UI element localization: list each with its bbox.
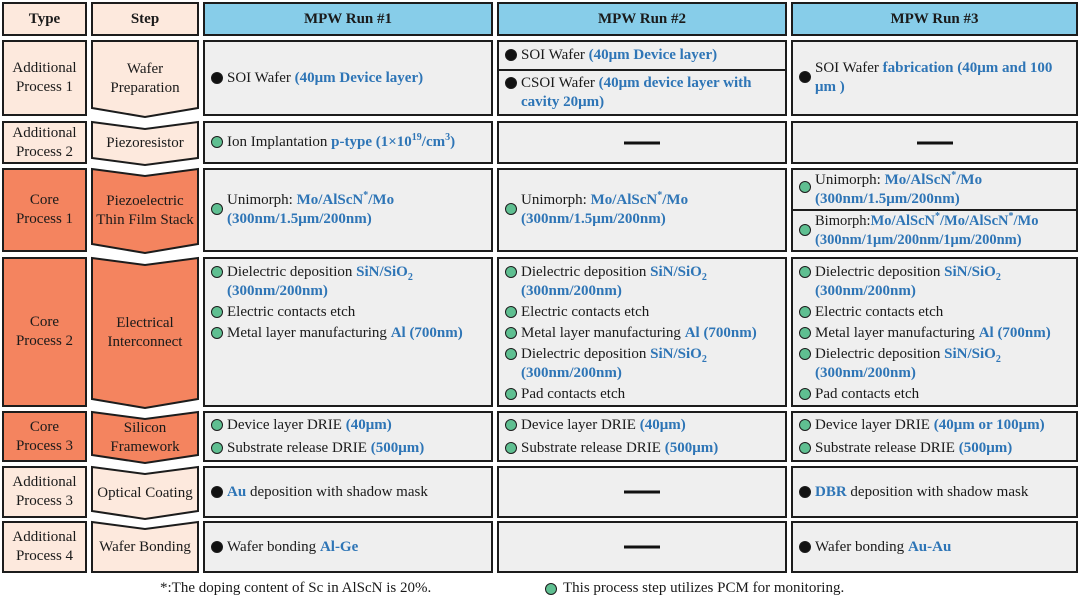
run2-si-l1-text: Device layer DRIE <box>521 416 640 433</box>
run2-bond-none <box>497 521 787 573</box>
run1-wafer-text: SOI Wafer <box>227 69 295 86</box>
type-wafer <box>2 40 87 116</box>
type-elec <box>2 257 87 407</box>
run2-elec-l4-spec-b: (300nm/200nm) <box>521 365 622 381</box>
step-opt <box>91 466 199 520</box>
run2-film-asterisk: * <box>657 190 663 201</box>
pcm-dot-icon <box>211 306 223 318</box>
process-bullet-icon <box>799 71 811 83</box>
run2-opt-none <box>497 466 787 518</box>
run3-elec-l2-text: Electric contacts etch <box>815 304 944 320</box>
type-piezo <box>2 121 87 164</box>
run3-opt <box>791 466 1078 518</box>
pcm-dot-icon <box>505 203 517 215</box>
pcm-dot-icon <box>799 388 811 400</box>
run3-wafer-spec: fabrication (40μm and 100 μm ) <box>815 60 1053 95</box>
run1-elec-l1-spec-b: (300nm/200nm) <box>227 283 328 299</box>
step-piezo-label: Piezoresistor <box>106 135 184 151</box>
process-bullet-icon <box>799 541 811 553</box>
pcm-dot-icon <box>505 388 517 400</box>
run2-wafer-csoi <box>497 69 787 116</box>
header-run3 <box>791 2 1078 36</box>
run3-wafer <box>791 40 1078 116</box>
run3-elec-l4-text: Dielectric deposition <box>815 346 945 362</box>
run2-wafer-soi <box>497 40 787 71</box>
run3-film-bimorph-spec-b: /Mo/AlScN <box>940 212 1009 229</box>
type-opt-label: Additional Process 3 <box>12 474 77 509</box>
run2-film-text: Unimorph: <box>521 192 591 208</box>
run3-film-bimorph-asterisk2: * <box>1008 210 1014 222</box>
run2-wafer-soi-text: SOI Wafer <box>521 47 589 63</box>
footnote-pcm-text: This process step utilizes PCM for monitoring. <box>563 580 845 596</box>
footnote-pcm <box>545 580 844 597</box>
pcm-dot-icon <box>211 203 223 215</box>
run1-si-l1-spec: (40μm) <box>345 416 392 433</box>
run2-elec-l3-spec: Al (700nm) <box>684 325 757 341</box>
run1-elec-l1-subscript: 2 <box>407 272 413 283</box>
header-run1-label: MPW Run #1 <box>303 10 393 27</box>
run1-bond-spec: Al-Ge <box>319 538 359 555</box>
run1-piezo-spec-a: p-type (1×10 <box>331 134 412 150</box>
header-step-label: Step <box>130 10 160 27</box>
run2-film-spec-b: /Mo (300nm/1.5μm/200nm) <box>521 192 689 227</box>
pcm-dot-icon <box>545 583 557 595</box>
run1-si-l1-text: Device layer DRIE <box>227 416 346 433</box>
pcm-dot-icon <box>505 348 517 360</box>
run1-si-l2-text: Substrate release DRIE <box>227 439 371 456</box>
header-type <box>2 2 87 36</box>
type-film <box>2 168 87 252</box>
run2-si-l2-text: Substrate release DRIE <box>521 439 665 456</box>
run3-si-l2-spec: (500μm) <box>958 439 1013 456</box>
run3-film-unimorph <box>791 168 1078 211</box>
pcm-dot-icon <box>799 306 811 318</box>
header-run3-label: MPW Run #3 <box>890 10 979 27</box>
run1-elec-l3-text: Metal layer manufacturing <box>227 325 391 341</box>
run1-piezo-spec <box>331 134 455 150</box>
pcm-dot-icon <box>505 327 517 339</box>
run3-si <box>791 411 1078 462</box>
step-bond <box>91 521 199 573</box>
run1-bond-text: Wafer bonding <box>227 538 320 555</box>
run1-film-spec-b: /Mo (300nm/1.5μm/200nm) <box>227 192 395 227</box>
pcm-dot-icon <box>505 266 517 278</box>
run1-opt-spec: Au <box>227 483 247 500</box>
header-run1 <box>203 2 493 36</box>
step-wafer <box>91 40 199 118</box>
run2-elec-l1-spec-a: SiN/SiO <box>650 264 702 280</box>
pcm-dot-icon <box>211 419 223 431</box>
run1-si <box>203 411 493 462</box>
pcm-dot-icon <box>505 306 517 318</box>
step-si <box>91 411 199 464</box>
pcm-dot-icon <box>505 419 517 431</box>
run3-elec-l3-text: Metal layer manufacturing <box>815 325 979 341</box>
run1-film-text: Unimorph: <box>227 192 297 208</box>
process-bullet-icon <box>799 486 811 498</box>
run3-film-bimorph-spec-a: Mo/AlScN <box>870 212 936 229</box>
run2-film <box>497 168 787 252</box>
step-wafer-label: Wafer Preparation <box>110 61 180 96</box>
run1-wafer <box>203 40 493 116</box>
run2-elec-l1-subscript: 2 <box>701 272 707 283</box>
run3-film-bimorph-text: Bimorph: <box>815 212 871 229</box>
step-si-label: Silicon Framework <box>110 419 180 455</box>
pcm-dot-icon <box>211 327 223 339</box>
pcm-dot-icon <box>799 266 811 278</box>
run3-film-unimorph-spec-a: Mo/AlScN <box>884 171 952 188</box>
run2-elec-l4-text: Dielectric deposition <box>521 346 651 362</box>
run2-wafer-csoi-text: CSOI Wafer <box>521 74 599 91</box>
type-film-label: Core Process 1 <box>15 192 74 227</box>
step-film <box>91 168 199 254</box>
pcm-dot-icon <box>211 442 223 454</box>
run3-film-unimorph-spec-b: /Mo (300nm/1.5μm/200nm) <box>815 171 983 207</box>
run3-elec <box>791 257 1078 407</box>
run3-film-bimorph-asterisk: * <box>935 210 941 222</box>
run2-elec-l4-subscript: 2 <box>701 354 707 365</box>
header-type-label: Type <box>28 10 61 27</box>
run3-film-bimorph <box>791 209 1078 252</box>
run2-elec-l1-text: Dielectric deposition <box>521 264 651 280</box>
run2-elec-l2-text: Electric contacts etch <box>521 304 650 320</box>
run2-wafer-csoi-spec: (40μm device layer with cavity 20μm) <box>521 74 752 110</box>
pcm-dot-icon <box>799 348 811 360</box>
run1-film <box>203 168 493 252</box>
run3-opt-spec: DBR <box>815 483 847 500</box>
run2-piezo-none <box>497 121 787 164</box>
run3-elec-l4-spec-a: SiN/SiO <box>944 346 996 362</box>
run1-piezo-spec-c: ) <box>450 134 456 150</box>
type-bond-label: Additional Process 4 <box>12 529 77 564</box>
run2-wafer-soi-spec: (40μm Device layer) <box>588 47 718 63</box>
run1-piezo <box>203 121 493 164</box>
run2-elec-l1-spec-b: (300nm/200nm) <box>521 283 622 299</box>
pcm-dot-icon <box>211 266 223 278</box>
run3-elec-l1-subscript: 2 <box>995 272 1001 283</box>
run2-si <box>497 411 787 462</box>
run3-elec-l3-spec: Al (700nm) <box>978 325 1051 341</box>
pcm-dot-icon <box>799 419 811 431</box>
run3-bond <box>791 521 1078 573</box>
type-opt <box>2 466 87 518</box>
process-bullet-icon <box>211 541 223 553</box>
process-bullet-icon <box>211 486 223 498</box>
header-step <box>91 2 199 36</box>
run3-bond-text: Wafer bonding <box>815 538 908 555</box>
run3-elec-l4-subscript: 2 <box>995 354 1001 365</box>
run2-elec <box>497 257 787 407</box>
footnote-sc-doping: *:The doping content of Sc in AlScN is 20%. <box>160 580 432 596</box>
pcm-dot-icon <box>211 136 223 148</box>
pcm-dot-icon <box>505 442 517 454</box>
run2-elec-l4-spec-a: SiN/SiO <box>650 346 702 362</box>
step-opt-label: Optical Coating <box>97 484 193 501</box>
pcm-dot-icon <box>799 327 811 339</box>
run3-piezo-none <box>791 121 1078 164</box>
process-bullet-icon <box>211 72 223 84</box>
run2-film-spec-a: Mo/AlScN <box>590 192 658 208</box>
run1-piezo-spec-b: /cm <box>421 134 446 150</box>
process-bullet-icon <box>505 77 517 89</box>
run2-si-l2-spec: (500μm) <box>664 439 719 456</box>
run3-si-l1-text: Device layer DRIE <box>815 416 934 433</box>
run3-elec-l1-text: Dielectric deposition <box>815 264 945 280</box>
run3-elec-l4-spec-b: (300nm/200nm) <box>815 365 916 381</box>
type-bond <box>2 521 87 573</box>
run1-elec-l1-spec-a: SiN/SiO <box>356 264 408 280</box>
header-run2-label: MPW Run #2 <box>597 10 687 27</box>
type-piezo-label: Additional Process 2 <box>12 124 77 160</box>
run1-piezo-exponent2: 3 <box>445 132 451 143</box>
run2-elec-l3-text: Metal layer manufacturing <box>521 325 685 341</box>
run1-opt <box>203 466 493 518</box>
type-wafer-label: Additional Process 1 <box>12 60 77 95</box>
run2-si-l1-spec: (40μm) <box>639 416 686 433</box>
run3-elec-l1-spec-a: SiN/SiO <box>944 264 996 280</box>
run3-film-bimorph-spec-c: /Mo (300nm/1μm/200nm/1μm/200nm) <box>815 212 1039 248</box>
not-applicable-dash <box>624 141 660 144</box>
pcm-dot-icon <box>799 224 811 236</box>
step-elec <box>91 257 199 409</box>
run2-elec-l5-text: Pad contacts etch <box>521 386 626 402</box>
header-run2 <box>497 2 787 36</box>
pcm-dot-icon <box>799 442 811 454</box>
not-applicable-dash <box>917 141 953 144</box>
run1-elec <box>203 257 493 407</box>
type-si-label: Core Process 3 <box>15 418 74 454</box>
run1-elec-l3-spec: Al (700nm) <box>390 325 463 341</box>
run3-elec-l5-text: Pad contacts etch <box>815 386 920 402</box>
run3-film-unimorph-text: Unimorph: <box>815 171 885 188</box>
run1-elec-l2-text: Electric contacts etch <box>227 304 356 320</box>
run1-elec-l1-text: Dielectric deposition <box>227 264 357 280</box>
type-elec-label: Core Process 2 <box>15 314 74 349</box>
step-film-label: Piezoelectric Thin Film Stack <box>96 193 194 228</box>
not-applicable-dash <box>624 491 660 494</box>
run1-piezo-exponent: 19 <box>411 132 422 143</box>
step-piezo <box>91 121 199 166</box>
run3-si-l2-text: Substrate release DRIE <box>815 439 959 456</box>
run3-elec-l1-spec-b: (300nm/200nm) <box>815 283 916 299</box>
run1-si-l2-spec: (500μm) <box>370 439 425 456</box>
run3-film-unimorph-asterisk: * <box>951 169 957 181</box>
run1-opt-text: deposition with shadow mask <box>246 483 428 500</box>
step-bond-label: Wafer Bonding <box>99 538 191 555</box>
run3-si-l1-spec: (40μm or 100μm) <box>933 416 1045 433</box>
run3-opt-text: deposition with shadow mask <box>846 483 1029 500</box>
pcm-dot-icon <box>799 181 811 193</box>
run1-piezo-text: Ion Implantation <box>227 134 332 150</box>
run1-film-spec-a: Mo/AlScN <box>296 192 364 208</box>
type-si <box>2 411 87 462</box>
process-bullet-icon <box>505 49 517 61</box>
run3-bond-spec: Au-Au <box>907 538 952 555</box>
run1-film-asterisk: * <box>363 190 369 201</box>
run1-wafer-spec: (40μm Device layer) <box>294 69 424 86</box>
not-applicable-dash <box>624 546 660 549</box>
step-elec-label: Electrical Interconnect <box>107 315 183 350</box>
run3-wafer-text: SOI Wafer <box>815 60 883 76</box>
run1-bond <box>203 521 493 573</box>
